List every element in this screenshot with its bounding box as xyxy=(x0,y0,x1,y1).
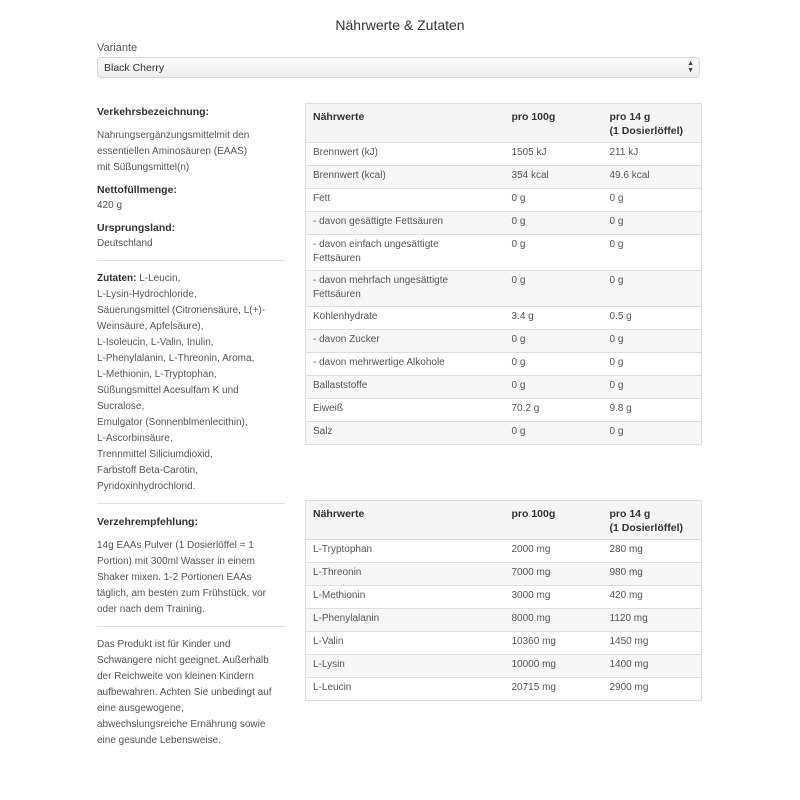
hinweis-text: Das Produkt ist für Kinder und Schwangere nicht geeignet. Außerhalb der Reichweite von kleinen Kindern aufbewahren. Achten Sie unbedingt auf eine ausgewogene, abwechslungsreiche Ernährung sowie eine gesunde Lebensweise. xyxy=(97,639,272,746)
divider xyxy=(97,503,285,504)
table-cell: L-Lysin xyxy=(306,655,505,678)
table-cell: 0 g xyxy=(603,212,702,235)
table-cell: L-Valin xyxy=(306,632,505,655)
column-header: pro 100g xyxy=(505,104,603,143)
table-row xyxy=(306,353,702,376)
table-cell: 0 g xyxy=(505,376,603,399)
table-cell: Salz xyxy=(306,422,505,445)
table-cell: 10000 mg xyxy=(505,655,603,678)
table-cell: Fett xyxy=(306,189,505,212)
table-cell: 0 g xyxy=(603,376,702,399)
table-cell: L-Tryptophan xyxy=(306,540,505,563)
nutrition-table xyxy=(305,103,702,445)
table-cell: - davon einfach ungesättigte Fettsäuren xyxy=(306,235,505,271)
table-cell: 0 g xyxy=(603,189,702,212)
table-cell: 0.5 g xyxy=(603,307,702,330)
divider xyxy=(97,260,285,261)
table-cell: - davon mehrwertige Alkohole xyxy=(306,353,505,376)
table-cell: 420 mg xyxy=(603,586,702,609)
table-row xyxy=(306,143,702,166)
table-cell: 1120 mg xyxy=(603,609,702,632)
table-cell: 0 g xyxy=(505,189,603,212)
table-row xyxy=(306,609,702,632)
table-cell: 1400 mg xyxy=(603,655,702,678)
table-cell: 0 g xyxy=(505,235,603,271)
table-row xyxy=(306,586,702,609)
table-cell: Kohlenhydrate xyxy=(306,307,505,330)
table-cell: L-Methionin xyxy=(306,586,505,609)
table-row xyxy=(306,632,702,655)
table-cell: Brennwert (kcal) xyxy=(306,166,505,189)
table-cell: 0 g xyxy=(505,271,603,307)
table-row xyxy=(306,655,702,678)
table-header-row xyxy=(306,501,702,540)
select-arrows-icon: ▲ ▼ xyxy=(687,60,694,74)
nettofuellmenge-heading: Nettofüllmenge: xyxy=(97,184,177,196)
column-header: Nährwerte xyxy=(306,501,505,540)
zutaten-text: Zutaten: L-Leucin, L-Lysin-Hydrochloride, Säuerungsmittel (Citronensäure, L(+)- Weinsäure, Apfelsäure), L-Isoleucin, L-Valin, Inulin, L-Phenylalanin, L-Threonin, Aroma, L-Methionin, L-Tryptophan, Süßungsmittel Acesulfam K und Sucralose, Emulgator (Sonnenblmenlecithin), L-Ascorbinsäure, Trennmittel Siliciumdioxid, Farbstoff Beta-Carotin, Pyridoxinhydrochlorid. xyxy=(97,273,266,492)
table-cell: 20715 mg xyxy=(505,678,603,701)
table-row xyxy=(306,678,702,701)
table-cell: 3.4 g xyxy=(505,307,603,330)
table-cell: Eiweiß xyxy=(306,399,505,422)
variant-label: Variante xyxy=(97,42,138,54)
table-cell: 9.8 g xyxy=(603,399,702,422)
table-cell: 0 g xyxy=(505,212,603,235)
table-cell: 8000 mg xyxy=(505,609,603,632)
column-header: pro 100g xyxy=(505,501,603,540)
table-cell: - davon Zucker xyxy=(306,330,505,353)
table-cell: Ballaststoffe xyxy=(306,376,505,399)
table-cell: L-Leucin xyxy=(306,678,505,701)
table-cell: 10360 mg xyxy=(505,632,603,655)
variant-select[interactable] xyxy=(97,57,700,78)
table-cell: 0 g xyxy=(505,330,603,353)
table-cell: 7000 mg xyxy=(505,563,603,586)
column-header: pro 14 g (1 Dosierlöffel) xyxy=(603,501,702,540)
page-title: Nährwerte & Zutaten xyxy=(335,17,465,33)
table-cell: 1505 kJ xyxy=(505,143,603,166)
table-row xyxy=(306,540,702,563)
product-info xyxy=(97,104,289,749)
table-row xyxy=(306,271,702,307)
verzehrempfehlung-text: 14g EAAs Pulver (1 Dosierlöffel = 1 Portion) mit 300ml Wasser in einem Shaker mixen. 1-2 Portionen EAAs täglich, am besten zum Frühstück, vor oder nach dem Training. xyxy=(97,540,266,615)
variant-selected-value: Black Cherry xyxy=(104,62,165,74)
table-cell: - davon gesättigte Fettsäuren xyxy=(306,212,505,235)
table-cell: 0 g xyxy=(603,353,702,376)
table-cell: 70.2 g xyxy=(505,399,603,422)
verkehrsbezeichnung-text: Nahrungsergänzungsmittelmit den essentiellen Aminosäuren (EAAS) mit Süßungsmittel(n) xyxy=(97,130,250,173)
table-row xyxy=(306,166,702,189)
nettofuellmenge-text: 420 g xyxy=(97,200,123,211)
table-cell: 2900 mg xyxy=(603,678,702,701)
table-cell: 0 g xyxy=(603,422,702,445)
table-cell: 0 g xyxy=(603,330,702,353)
table-row xyxy=(306,563,702,586)
table-cell: - davon mehrfach ungesättigte Fettsäuren xyxy=(306,271,505,307)
amino-acid-table xyxy=(305,500,702,701)
verkehrsbezeichnung-heading: Verkehrsbezeichnung: xyxy=(97,106,210,118)
column-header: pro 14 g (1 Dosierlöffel) xyxy=(603,104,702,143)
table-cell: 980 mg xyxy=(603,563,702,586)
table-cell: 49.6 kcal xyxy=(603,166,702,189)
table-cell: L-Threonin xyxy=(306,563,505,586)
table-cell: 3000 mg xyxy=(505,586,603,609)
ursprungsland-text: Deutschland xyxy=(97,238,153,249)
table-cell: 0 g xyxy=(505,353,603,376)
table-cell: 2000 mg xyxy=(505,540,603,563)
table-cell: 280 mg xyxy=(603,540,702,563)
table-header-row xyxy=(306,104,702,143)
table-cell: 0 g xyxy=(603,235,702,271)
table-cell: 1450 mg xyxy=(603,632,702,655)
table-cell: L-Phenylalanin xyxy=(306,609,505,632)
table-row xyxy=(306,189,702,212)
table-cell: 354 kcal xyxy=(505,166,603,189)
table-row xyxy=(306,376,702,399)
table-cell: 0 g xyxy=(603,271,702,307)
ursprungsland-heading: Ursprungsland: xyxy=(97,222,176,234)
table-cell: 211 kJ xyxy=(603,143,702,166)
table-cell: Brennwert (kJ) xyxy=(306,143,505,166)
table-row xyxy=(306,399,702,422)
divider xyxy=(97,626,285,627)
table-row xyxy=(306,212,702,235)
table-row xyxy=(306,422,702,445)
column-header: Nährwerte xyxy=(306,104,505,143)
verzehrempfehlung-heading: Verzehrempfehlung: xyxy=(97,516,198,528)
table-row xyxy=(306,235,702,271)
table-row xyxy=(306,307,702,330)
zutaten-heading: Zutaten: xyxy=(97,273,137,284)
table-cell: 0 g xyxy=(505,422,603,445)
table-row xyxy=(306,330,702,353)
